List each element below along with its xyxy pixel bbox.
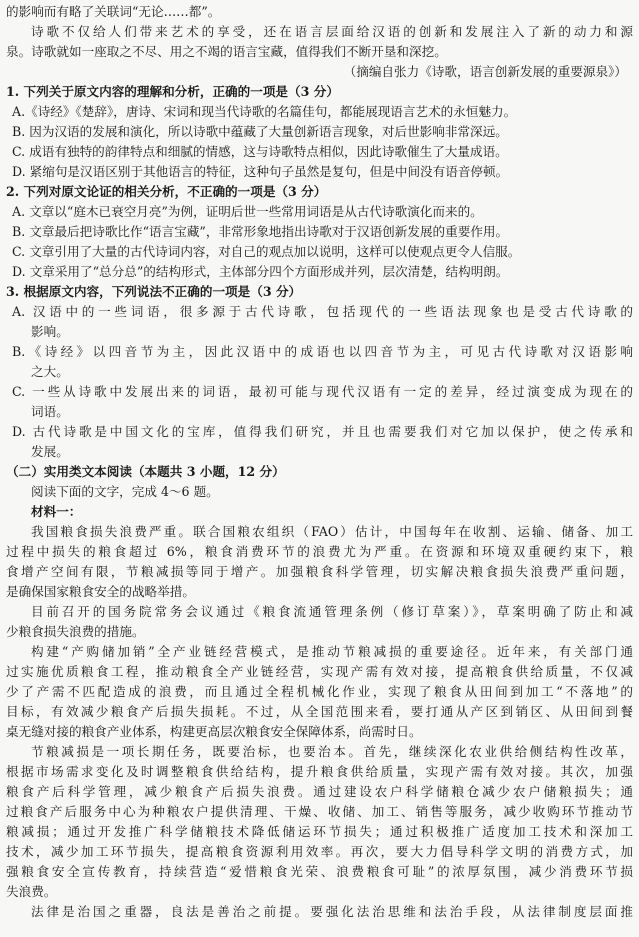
question-2-option-c: C. 文章引用了大量的古代诗词内容，对自己的观点加以说明，这样可以使观点更令人信服。 — [12, 244, 521, 259]
material-line: 构建“产购储加销”全产业链经营模式，是推动节粮减损的重要途径。近年来，有关部门通 — [31, 644, 633, 659]
material-line: 失浪费。 — [6, 884, 57, 899]
material-line: 强粮食安全宣传教育，持续营造“爱惜粮食光荣、浪费粮食可耻”的浓厚氛围，减少消费环节损 — [6, 864, 633, 879]
material-line: 技术，减少加工环节损失，提高粮食资源利用效率。再次，要大力倡导科学文明的消费方式，加 — [6, 844, 633, 859]
section-heading: （二）实用类文本阅读（本题共 3 小题，12 分） — [6, 464, 285, 479]
question-3-option-d: D. 古代诗歌是中国文化的宝库，值得我们研究，并且也需要我们对它加以保护，使之传承和 — [12, 424, 633, 439]
question-3-stem: 3. 根据原文内容，下列说法不正确的一项是（3 分） — [6, 284, 302, 299]
source-citation: （摘编自张力《诗歌，语言创新发展的重要源泉》） — [343, 64, 627, 79]
material-line: 目标，有效减少粮食产后损失损耗。不过，从全国范围来看，要打通从产区到销区、从田间到餐 — [6, 704, 633, 719]
question-2-stem: 2. 下列对原文论证的相关分析，不正确的一项是（3 分） — [6, 184, 327, 199]
question-3 — [6, 282, 633, 462]
question-3-option-d-cont: 发展。 — [31, 444, 69, 459]
material-line: 法律是治国之重器，良法是善治之前提。要强化法治思维和法治手段，从法律制度层面推 — [31, 904, 633, 919]
question-1-option-d: D. 紧缩句是汉语区别于其他语言的特征，这种句子虽然是复句，但是中间没有语音停顿。 — [12, 164, 509, 179]
paragraph-poetry-line-2: 泉。诗歌就如一座取之不尽、用之不竭的语言宝藏，值得我们不断开垦和深挖。 — [6, 44, 447, 59]
material-line: 我国粮食损失浪费严重。联合国粮农组织（FAO）估计，中国每年在收割、运输、储备、加工 — [31, 524, 633, 539]
paragraph-end: 的影响而有略了关联词“无论……都”。 — [6, 4, 221, 19]
material-line: 少粮食损失浪费的措施。 — [6, 624, 145, 639]
material-label: 材料一： — [31, 504, 82, 519]
question-1-option-c: C. 成语有独特的韵律特点和细腻的情感，这与诗歌特点相似，因此诗歌催生了大量成语。 — [12, 144, 508, 159]
question-1 — [6, 82, 633, 182]
paragraph-poetry-line-1: 诗歌不仅给人们带来艺术的享受，还在语言层面给汉语的创新和发展注入了新的动力和源 — [31, 24, 633, 39]
material-line: 过程中损失的粮食超过 6%，粮食消费环节的浪费尤为严重。在资源和环境双重硬约束下，粮 — [6, 544, 633, 559]
question-3-option-c: C. 一些从诗歌中发展出来的词语，最初可能与现代汉语有一定的差异，经过演变成为现在的 — [12, 384, 633, 399]
question-3-option-a: A. 汉语中的一些词语，很多源于古代诗歌，包括现代的一些语法现象也是受古代诗歌的 — [12, 304, 633, 319]
material-line: 食增产空间有限，节粮减损等同于增产。加强粮食科学管理，切实解决粮食损失浪费严重问题， — [6, 564, 633, 579]
question-3-option-a-cont: 影响。 — [31, 324, 69, 339]
material-line: 过粮食产后服务中心为种粮农户提供清理、干燥、收储、加工、销售等服务，减少收购环节推动节 — [6, 804, 633, 819]
material-line: 粮食产后科学管理，减少粮食产后损失浪费。通过建设农户科学储粮仓减少农户储粮损失；通 — [6, 784, 633, 799]
material-line: 过实施优质粮食工程，推动粮食全产业链经营，实现产需有效对接，提高粮食供给质量，不仅减 — [6, 664, 633, 679]
question-1-option-a: A.《诗经》《楚辞》，唐诗、宋词和现当代诗歌的名篇佳句，都能展现语言艺术的永恒魅力。 — [12, 104, 517, 119]
question-2-option-b: B. 文章最后把诗歌比作“语言宝藏”，非常形象地指出诗歌对于汉语创新发展的重要作用。 — [12, 224, 509, 239]
question-1-stem: 1. 下列关于原文内容的理解和分析，正确的一项是（3 分） — [6, 84, 339, 99]
question-2-option-a: A. 文章以“庭木已衰空月亮”为例，证明后世一些常用词语是从古代诗歌演化而来的。 — [12, 204, 483, 219]
material-line: 目前召开的国务院常务会议通过《粮食流通管理条例（修订草案）》，草案明确了防止和减 — [31, 604, 633, 619]
question-3-option-c-cont: 词语。 — [31, 404, 69, 419]
question-2-option-d: D. 文章采用了“总分总”的结构形式，主体部分四个方面形成并列，层次清楚，结构明朗。 — [12, 264, 509, 279]
material-line: 桌无缝对接的粮食产业体系，构建更高层次粮食安全保障体系，尚需时日。 — [6, 724, 422, 739]
material-line: 粮减损；通过开发推广科学储粮技术降低储运环节损失；通过积极推广适度加工技术和深加工 — [6, 824, 633, 839]
question-2 — [6, 182, 633, 282]
reading-instruction: 阅读下面的文字，完成 4～6 题。 — [31, 484, 219, 499]
question-1-option-b: B. 因为汉语的发展和演化，所以诗歌中蕴藏了大量创新语言现象，对后世影响非常深远。 — [12, 124, 508, 139]
material-line: 根据市场需求变化及时调整粮食供给结构，提升粮食供给质量，实现产需有效对接。其次，加强 — [6, 764, 633, 779]
material-one-text — [6, 522, 633, 922]
material-line: 节粮减损是一项长期任务，既要治标，也要治本。首先，继续深化农业供给侧结构性改革， — [31, 744, 633, 759]
question-3-option-b: B.《诗经》以四音节为主，因此汉语中的成语也以四音节为主，可见古代诗歌对汉语影响 — [12, 344, 633, 359]
material-line: 是确保国家粮食安全的战略举措。 — [6, 584, 195, 599]
material-line: 少了产需不匹配造成的浪费，而且通过全程机械化作业，实现了粮食从田间到加工“不落地”的 — [6, 684, 633, 699]
question-3-option-b-cont: 之大。 — [31, 364, 69, 379]
